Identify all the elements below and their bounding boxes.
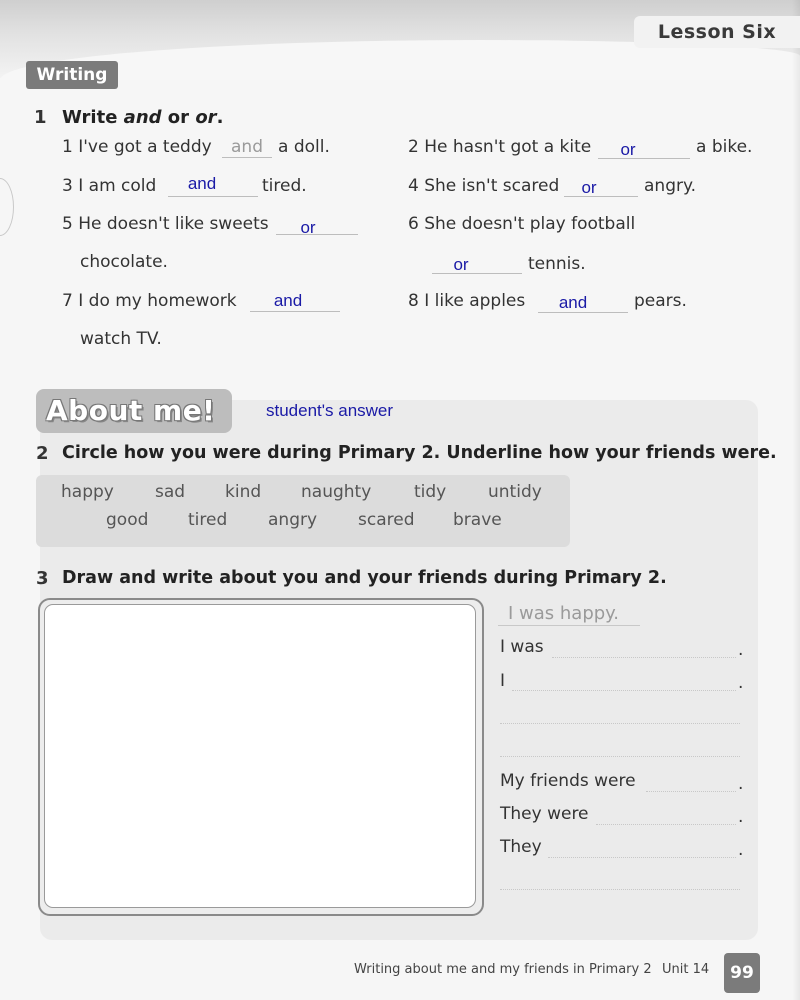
item-5 — [62, 214, 269, 234]
item-text: I am cold — [78, 176, 157, 196]
period: . — [738, 840, 744, 860]
item-7 — [62, 291, 237, 311]
line-prompt: I was — [500, 637, 544, 657]
item-4 — [408, 176, 559, 196]
item-text-after: watch TV. — [80, 329, 162, 349]
exercise-3-number: 3 — [36, 568, 49, 589]
writing-line[interactable] — [500, 888, 740, 890]
word-option[interactable]: tidy — [414, 482, 447, 502]
answer-handwritten: or — [620, 140, 636, 159]
word-option[interactable]: good — [106, 510, 149, 530]
writing-line[interactable] — [646, 790, 736, 792]
answer-handwritten: or — [581, 178, 597, 197]
item-text: He hasn't got a kite — [424, 137, 592, 157]
item-number: 3 — [62, 176, 73, 196]
line-prompt: I — [500, 671, 506, 691]
answer-handwritten: and — [558, 293, 588, 312]
item-number: 2 — [408, 137, 419, 157]
footer-caption: Writing about me and my friends in Primary 2 — [354, 962, 652, 977]
word-option[interactable]: kind — [225, 482, 262, 502]
item-6 — [408, 214, 635, 234]
item-text-after: tired. — [262, 176, 307, 196]
writing-line[interactable] — [500, 722, 740, 724]
item-number: 7 — [62, 291, 73, 311]
writing-line[interactable] — [596, 823, 736, 825]
item-number: 1 — [62, 137, 73, 157]
exercise-3-title: Draw and write about you and your friends during Primary 2. — [62, 568, 667, 588]
item-number: 4 — [408, 176, 419, 196]
title-or: or — [195, 107, 217, 128]
student-answer-note: student's answer — [266, 401, 394, 420]
word-option[interactable]: tired — [188, 510, 228, 530]
item-text: I've got a teddy — [78, 137, 212, 157]
writing-line[interactable] — [512, 689, 736, 691]
about-me-title: About me! — [46, 394, 216, 427]
word-option[interactable]: brave — [453, 510, 502, 530]
exercise-1-title — [62, 107, 223, 128]
answer-handwritten: and — [273, 291, 303, 310]
item-text: I do my homework — [78, 291, 237, 311]
item-text-after: a doll. — [278, 137, 330, 157]
section-label: Writing — [26, 61, 118, 89]
word-option[interactable]: scared — [358, 510, 415, 530]
item-3 — [62, 176, 156, 196]
title-text: or — [161, 107, 196, 128]
item-text-after: tennis. — [528, 254, 586, 274]
footer-unit: Unit 14 — [662, 962, 710, 977]
line-prompt: My friends were — [500, 771, 636, 791]
line-prompt: They — [500, 837, 542, 857]
item-2 — [408, 137, 591, 157]
period: . — [738, 807, 744, 827]
item-number: 5 — [62, 214, 73, 234]
writing-line[interactable] — [552, 656, 736, 658]
item-number: 6 — [408, 214, 419, 234]
period: . — [738, 774, 744, 794]
exercise-2-title: Circle how you were during Primary 2. Underline how your friends were. — [62, 443, 777, 463]
item-text: I like apples — [424, 291, 526, 311]
word-option[interactable]: angry — [268, 510, 318, 530]
item-number: 8 — [408, 291, 419, 311]
title-text: Write — [62, 107, 124, 128]
page-number: 99 — [724, 953, 760, 993]
answer-handwritten: or — [300, 218, 316, 237]
exercise-2-number: 2 — [36, 443, 49, 464]
answer-handwritten: or — [453, 255, 469, 274]
word-option[interactable]: naughty — [301, 482, 372, 502]
item-8 — [408, 291, 525, 311]
page-edge-shadow — [792, 0, 800, 1000]
title-text: . — [216, 107, 224, 128]
writing-line[interactable] — [548, 856, 736, 858]
item-text: She isn't scared — [424, 176, 560, 196]
exercise-1-number: 1 — [34, 107, 47, 128]
item-text-after: a bike. — [696, 137, 753, 157]
item-text-after: angry. — [644, 176, 697, 196]
item-text-after: pears. — [634, 291, 687, 311]
writing-rule — [498, 624, 640, 626]
example-sentence: I was happy. — [508, 603, 619, 624]
item-1 — [62, 137, 212, 157]
writing-line[interactable] — [500, 755, 740, 757]
word-option[interactable]: untidy — [488, 482, 542, 502]
answer-handwritten: and — [187, 174, 217, 193]
period: . — [738, 640, 744, 660]
answer-example: and — [231, 137, 263, 157]
drawing-area[interactable] — [44, 604, 476, 908]
word-option[interactable]: sad — [155, 482, 186, 502]
item-text: He doesn't like sweets — [78, 214, 269, 234]
item-text: She doesn't play football — [424, 214, 636, 234]
period: . — [738, 673, 744, 693]
word-option[interactable]: happy — [61, 482, 114, 502]
binding-hole — [0, 178, 14, 236]
lesson-title: Lesson Six — [634, 16, 800, 48]
title-and: and — [123, 107, 162, 128]
item-text-after: chocolate. — [80, 252, 168, 272]
line-prompt: They were — [500, 804, 589, 824]
